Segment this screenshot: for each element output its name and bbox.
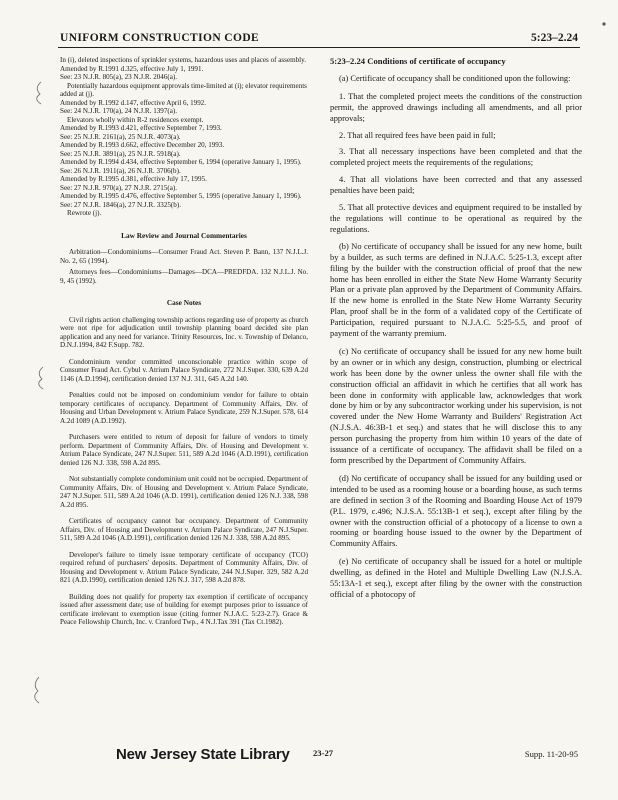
history-line: See: 24 N.J.R. 170(a), 24 N.J.R. 1397(a). bbox=[60, 107, 178, 115]
history-line: Amended by R.1995 d.381, effective July 17, 1995. bbox=[60, 175, 207, 183]
case-note: Developer's failure to timely issue temporary certificate of occupancy (TCO) required refund of purchasers' deposits. Department of Community Affairs, Div. of Housing and Development v. Atrium Palace Syndicate, 244 N.J.Super. 329, 582 A.2d 821 (A.D.1990), certification denied 126 N.J. 317, 598 A.2d 878. bbox=[60, 550, 308, 584]
history-line: Rewrote (j). bbox=[67, 209, 102, 217]
case-note: Civil rights action challenging township actions regarding use of property as church were not ripe for adjudication until township planning board decided site plan application and any need for variance. Trinity Resources, Inc. v. Township of Delanco, D.N.J.1994, 842 F.Supp. 782. bbox=[60, 315, 308, 349]
law-review-entry: Attorneys fees—Condominiums—Damages—DCA—PREDFDA. 132 N.J.L.J. No. 9, 45 (1992). bbox=[60, 268, 308, 285]
condition-item: 3. That all necessary inspections have been completed and that the completed project meets the requirements of the regulations; bbox=[330, 147, 582, 168]
law-review-entry: Arbitration—Condominiums—Consumer Fraud Act. Steven P. Bann, 137 N.J.L.J. No. 2, 65 (1994). bbox=[60, 248, 308, 265]
subsection-paragraph: (b) No certificate of occupancy shall be issued for any new home, built by a builder, as such terms are defined in N.J.A.C. 5:25-1.3, except after filing by the builder with the construction official of proof that the new home has been enrolled in either the State New Home Warranty Security Plan or a private plan approved by the Department of Community Affairs. If the new home is enrolled in the State New Home Warranty Security Plan, proof shall be in the form of a validated copy of the Certificate of Participation, required pursuant to N.J.A.C. 5:25-5.5, and proof of payment of the warranty premium. bbox=[330, 241, 582, 339]
history-notes bbox=[60, 56, 308, 218]
margin-bracket-mark bbox=[28, 675, 42, 705]
library-stamp: New Jersey State Library bbox=[116, 746, 290, 763]
condition-item: 2. That all required fees have been paid in full; bbox=[339, 130, 496, 140]
running-header-section: 5:23–2.24 bbox=[531, 32, 578, 44]
history-line: See: 27 N.J.R. 1846(a), 27 N.J.R. 3325(b). bbox=[60, 200, 181, 209]
history-line: See: 27 N.J.R. 970(a), 27 N.J.R. 2715(a). bbox=[60, 183, 178, 192]
right-column bbox=[330, 56, 582, 746]
condition-item: 1. That the completed project meets the conditions of the construction permit, the approved drawings including all amendments, and all prior approvals; bbox=[330, 91, 582, 123]
margin-bracket-mark bbox=[32, 365, 46, 391]
case-note: Not substantially complete condominium unit could not be occupied. Department of Community Affairs, Div. of Housing and Development v. Atrium Palace Syndicate, 247 N.J.Super. 511, 589 A.2d 1046 (A.D. 1991), certification denied 126 N.J. 338, 598 A.2d 895. bbox=[60, 475, 308, 509]
header-rule bbox=[58, 47, 580, 48]
case-note: Condominium vendor committed unconscionable practice within scope of Consumer Fraud Act. Cybul v. Atrium Palace Syndicate, 272 N.J.Super. 330, 639 A.2d 1146 (A.D.1994), certification denied 137 N.J. 311, 645 A.2d 140. bbox=[60, 357, 308, 383]
case-note: Building does not qualify for property tax exemption if certificate of occupancy issued after assessment date; use of building for exempt purposes prior to issuance of certificate irrelevant to exemption issue (citing former N.J.A.C. 5:23-2.7). Grace & Peace Fellowship Church, Inc. v. Cranford Twp., 4 N.J.Tax 391 (Tax Ct.1982). bbox=[60, 592, 308, 626]
case-notes-heading: Case Notes bbox=[166, 298, 202, 307]
supplement-date: Supp. 11-20-95 bbox=[524, 749, 578, 759]
subsection-a-intro: (a) Certificate of occupancy shall be conditioned upon the following: bbox=[339, 73, 571, 83]
case-note: Purchasers were entitled to return of deposit for failure of vendors to timely perform. Department of Community Affairs, Div. of Housing and Development v. Atrium Palace Syndicate, 247 N.J.Super. 511, 589 A.2d 1046 (A.D.1991), certification denied 126 N.J. 338, 598 A.2d 895. bbox=[60, 433, 308, 467]
history-line: Amended by R.1991 d.325, effective July 1, 1991. bbox=[60, 64, 204, 73]
case-note: Penalties could not be imposed on condominium vendor for failure to obtain temporary certificates of occupancy. Department of Community Affairs, Div. of Housing and Urban Development v. Atrium Palace Syndicate, 259 N.J.Super. 578, 614 A.2d 1089 (A.D.1992). bbox=[60, 391, 308, 425]
history-line: See: 26 N.J.R. 1911(a), 26 N.J.R. 3706(b). bbox=[60, 166, 181, 175]
history-line: See: 25 N.J.R. 2161(a), 25 N.J.R. 4073(a). bbox=[60, 132, 181, 141]
left-column bbox=[60, 56, 308, 716]
history-line: Elevators wholly within R-2 residences exempt. bbox=[67, 115, 204, 124]
history-line: Potentially hazardous equipment approvals time-limited at (i); elevator requirements added at (j). bbox=[60, 81, 307, 98]
history-line: See: 25 N.J.R. 3891(a), 25 N.J.R. 5918(a). bbox=[60, 149, 181, 158]
case-note: Certificates of occupancy cannot bar occupancy. Department of Community Affairs, Div. of Housing and Development v. Atrium Palace Syndicate, 247 N.J.Super. 511, 589 A.2d 1046 (A.D.1991), certification denied 126 N.J. 338, 598 A.2d 895. bbox=[60, 517, 308, 542]
running-header-title: UNIFORM CONSTRUCTION CODE bbox=[60, 32, 260, 44]
section-title: 5:23–2.24 Conditions of certificate of occupancy bbox=[330, 56, 506, 66]
subsection-paragraph: (c) No certificate of occupancy shall be issued for any new home built by an owner or in which any design, construction, plumbing or electrical work has been done by the owner unless the owner shall file with the construction official an affidavit in which he certifies that all work has been done in conformity with applicable law, acknowledges that work done by him or by any subcontractor working under his supervision, is not covered under the New Home Warranty and Builders' Registration Act (N.J.S.A. 46:3B-1 et seq.) and states that he will disclose this to any person purchasing the property from him within 10 years of the date of issuance of a certificate of occupancy. The affidavit shall be filed on a form prescribed by the Department of Community Affairs. bbox=[330, 346, 582, 465]
condition-item: 4. That all violations have been corrected and that any assessed penalties have been paid; bbox=[330, 175, 582, 196]
scan-dot-mark bbox=[600, 20, 608, 28]
law-review-heading: Law Review and Journal Commentaries bbox=[121, 230, 247, 240]
condition-item: 5. That all protective devices and equipment required to be installed by the regulations will continue to be operational as required by the regulations. bbox=[330, 203, 582, 234]
page-number: 23-27 bbox=[313, 748, 334, 758]
history-line: In (i), deleted inspections of sprinkler systems, hazardous uses and places of assembly. bbox=[60, 56, 306, 64]
margin-bracket-mark bbox=[30, 80, 44, 106]
history-line: Amended by R.1994 d.434, effective September 6, 1994 (operative January 1, 1995). bbox=[60, 158, 302, 166]
subsection-paragraph: (e) No certificate of occupancy shall be issued for a hotel or multiple dwelling, as defined in the Hotel and Multiple Dwelling Law (N.J.S.A. 55:13A-1 et seq.), except after filing by the owner with the construction official of a photocopy of bbox=[330, 557, 582, 599]
history-line: Amended by R.1993 d.662, effective December 20, 1993. bbox=[60, 141, 225, 149]
history-line: Amended by R.1993 d.421, effective September 7, 1993. bbox=[60, 124, 222, 132]
subsection-paragraph: (d) No certificate of occupancy shall be issued for any building used or intended to be used as a rooming house or a boarding house, as such terms are defined in section 3 of the Rooming and Boarding House Act of 1979 (P.L. 1979, c.496; N.J.S.A. 55:13B-1 et seq.), except after filing by the owner with the construction official of a photocopy of a license to own a rooming or boarding house issued to the owner by the Department of Community Affairs. bbox=[330, 473, 582, 549]
history-line: Amended by R.1995 d.476, effective September 5, 1995 (operative January 1, 1996). bbox=[60, 192, 302, 200]
history-line: Amended by R.1992 d.147, effective April 6, 1992. bbox=[60, 98, 207, 107]
history-line: See: 23 N.J.R. 805(a), 23 N.J.R. 2046(a). bbox=[60, 73, 178, 81]
